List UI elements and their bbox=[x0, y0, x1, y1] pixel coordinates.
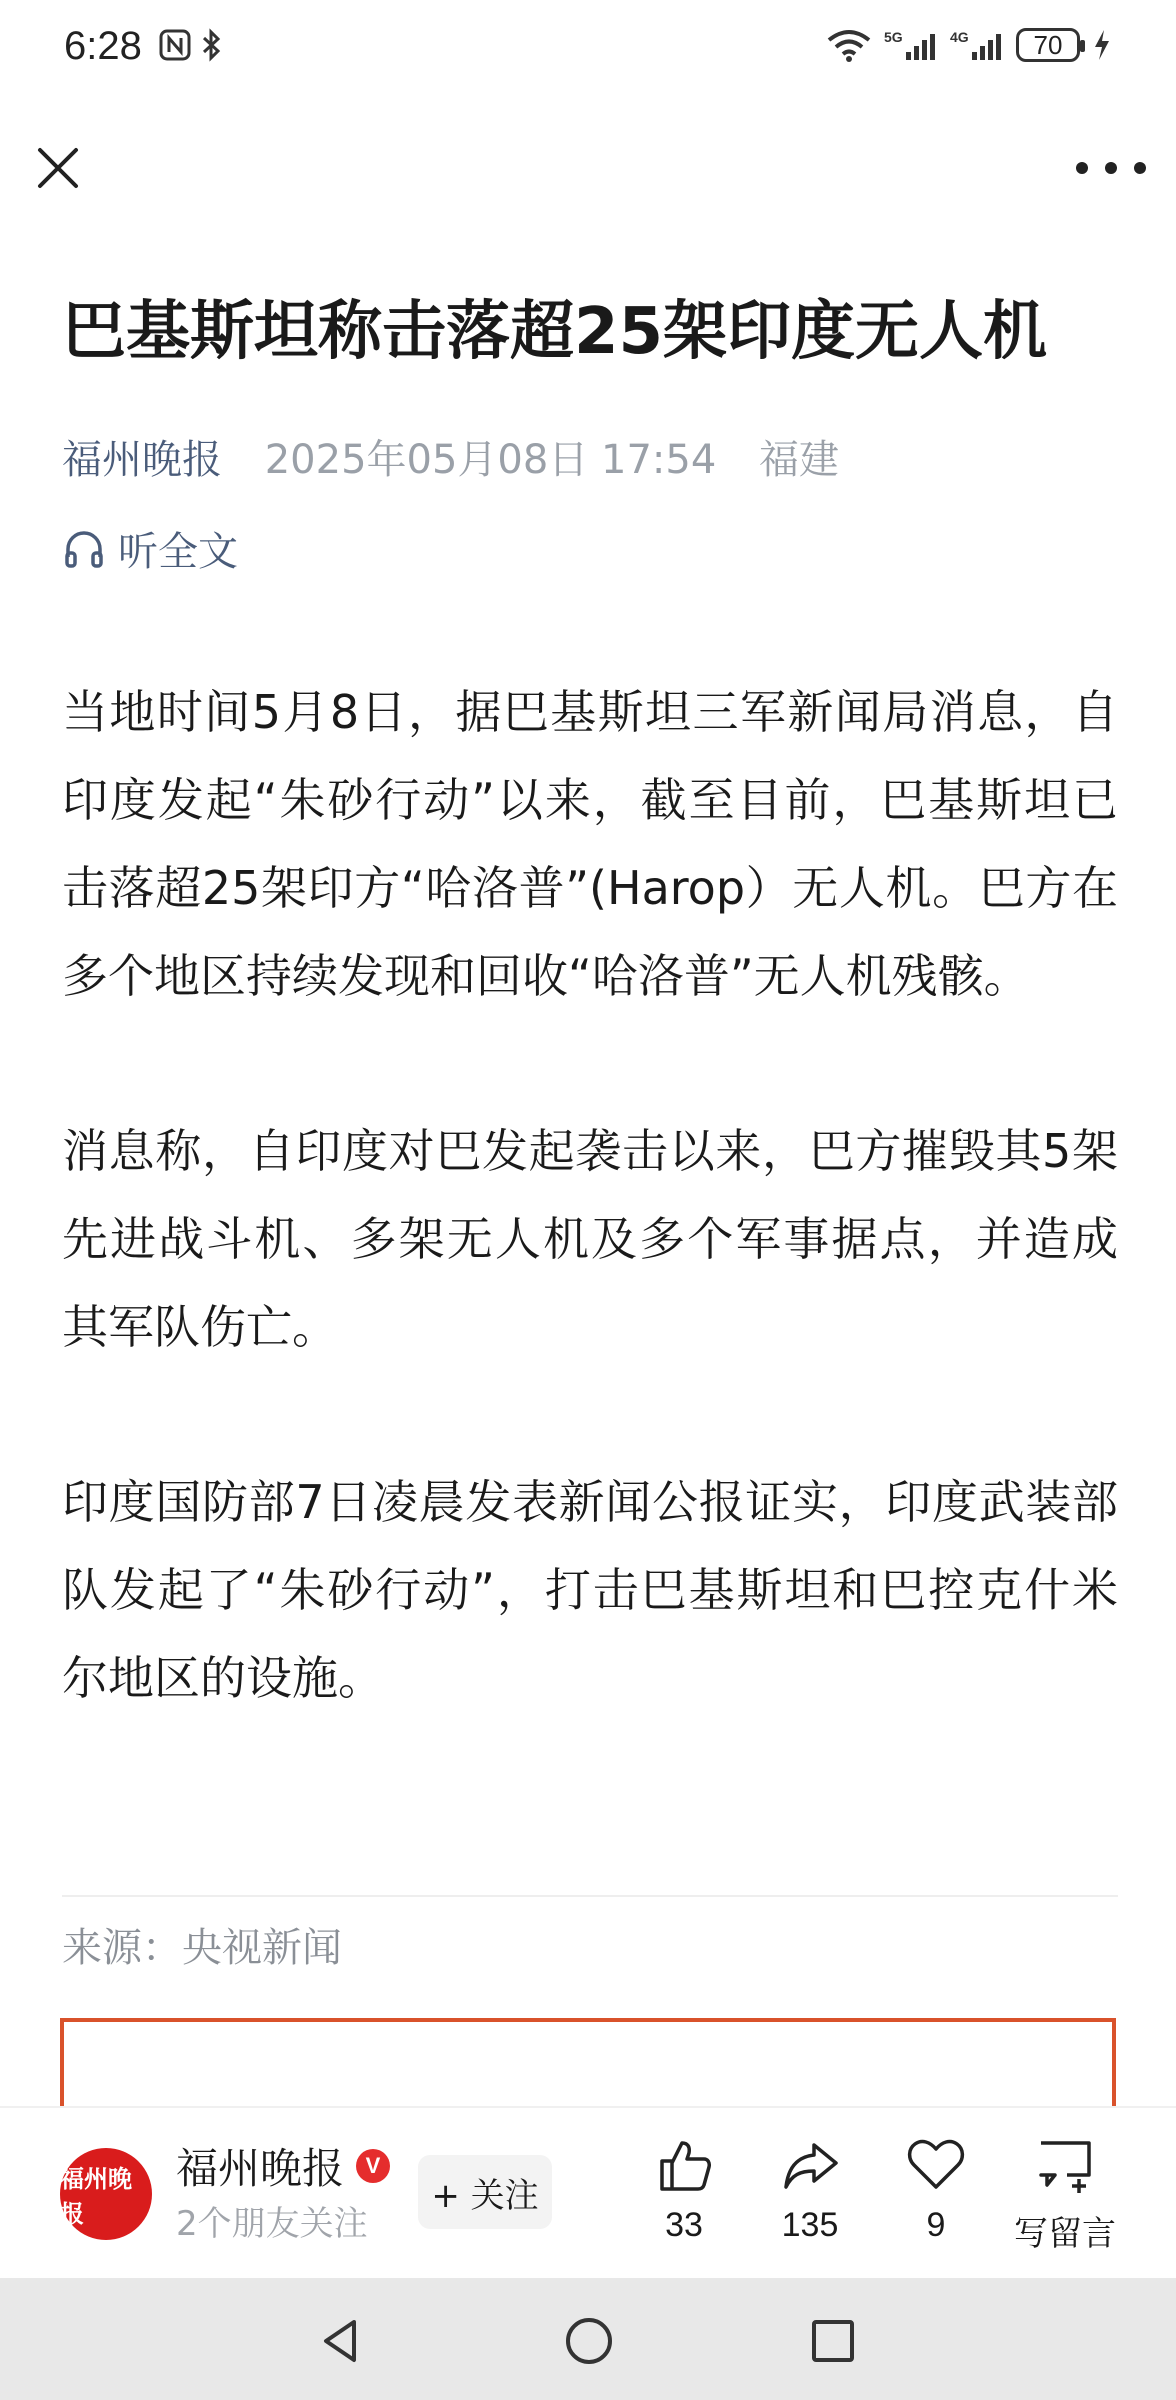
close-icon bbox=[30, 140, 86, 196]
more-dot-icon bbox=[1134, 162, 1146, 174]
article-title: 巴基斯坦称击落超25架印度无人机 bbox=[62, 295, 1048, 369]
author-avatar[interactable]: 福州晚报 bbox=[60, 2148, 152, 2240]
home-circle-icon bbox=[564, 2316, 614, 2366]
system-back-button[interactable] bbox=[316, 2316, 366, 2370]
article-paragraph: 印度国防部7日凌晨发表新闻公报证实，印度武装部队发起了“朱砂行动”，打击巴基斯坦和巴控克什米尔地区的设施。 bbox=[62, 1475, 1118, 1705]
wifi-icon bbox=[826, 28, 872, 62]
write-comment-label: 写留言 bbox=[1014, 2215, 1116, 2253]
svg-text:5G: 5G bbox=[884, 29, 903, 45]
status-time: 6:28 bbox=[64, 24, 142, 68]
status-bar bbox=[0, 0, 1176, 100]
more-dot-icon bbox=[1105, 162, 1117, 174]
share-icon bbox=[780, 2135, 840, 2195]
bluetooth-icon bbox=[200, 28, 224, 62]
article-region: 福建 bbox=[759, 437, 840, 483]
battery-indicator: 70 bbox=[1016, 28, 1080, 62]
follow-button[interactable]: + 关注 bbox=[418, 2155, 552, 2229]
share-button[interactable] bbox=[750, 2130, 870, 2245]
headphones-icon bbox=[62, 527, 106, 571]
like-button[interactable] bbox=[624, 2130, 744, 2245]
listen-full-text-button[interactable] bbox=[62, 520, 238, 577]
recents-square-icon bbox=[810, 2318, 856, 2364]
favorite-count: 9 bbox=[926, 2206, 946, 2244]
favorite-button[interactable] bbox=[876, 2130, 996, 2245]
listen-label: 听全文 bbox=[118, 529, 238, 575]
more-dot-icon bbox=[1076, 162, 1088, 174]
like-count: 33 bbox=[665, 2206, 703, 2244]
divider bbox=[62, 1895, 1118, 1897]
author-name-text: 福州晚报 bbox=[176, 2144, 345, 2193]
status-left-icons bbox=[158, 28, 224, 62]
more-options-button[interactable] bbox=[1076, 150, 1146, 186]
system-home-button[interactable] bbox=[564, 2316, 614, 2370]
svg-text:4G: 4G bbox=[950, 29, 969, 45]
write-comment-button[interactable] bbox=[1000, 2130, 1130, 2255]
article-meta bbox=[62, 428, 839, 485]
thumbs-up-icon bbox=[654, 2135, 714, 2195]
system-recents-button[interactable] bbox=[810, 2318, 856, 2368]
signal-4g-icon bbox=[950, 28, 1004, 62]
share-count: 135 bbox=[781, 2206, 839, 2244]
back-triangle-icon bbox=[316, 2316, 366, 2366]
status-right-icons bbox=[826, 28, 1112, 62]
article-paragraph: 当地时间5月8日，据巴基斯坦三军新闻局消息，自印度发起“朱砂行动”以来，截至目前，巴基斯坦已击落超25架印方“哈洛普”(Harop）无人机。巴方在多个地区持续发现和回收“哈洛普”无人机残骸。 bbox=[62, 685, 1118, 1003]
charging-icon bbox=[1092, 28, 1112, 62]
article-date: 2025年05月08日 17:54 bbox=[264, 437, 717, 483]
article-source-line: 来源：央视新闻 bbox=[62, 1925, 342, 1971]
signal-5g-icon bbox=[884, 28, 938, 62]
verified-badge-icon: V bbox=[356, 2149, 390, 2183]
friends-following-text: 2个朋友关注 bbox=[176, 2204, 368, 2244]
article-source-link[interactable]: 福州晚报 bbox=[62, 437, 222, 483]
author-name[interactable] bbox=[176, 2136, 390, 2196]
article-body bbox=[62, 668, 1118, 1809]
article-paragraph: 消息称，自印度对巴发起袭击以来，巴方摧毁其5架先进战斗机、多架无人机及多个军事据点，并造成其军队伤亡。 bbox=[62, 1124, 1118, 1354]
comment-plus-icon bbox=[1033, 2135, 1097, 2195]
nfc-icon bbox=[158, 28, 192, 62]
heart-icon bbox=[906, 2135, 966, 2195]
close-button[interactable] bbox=[30, 140, 86, 196]
